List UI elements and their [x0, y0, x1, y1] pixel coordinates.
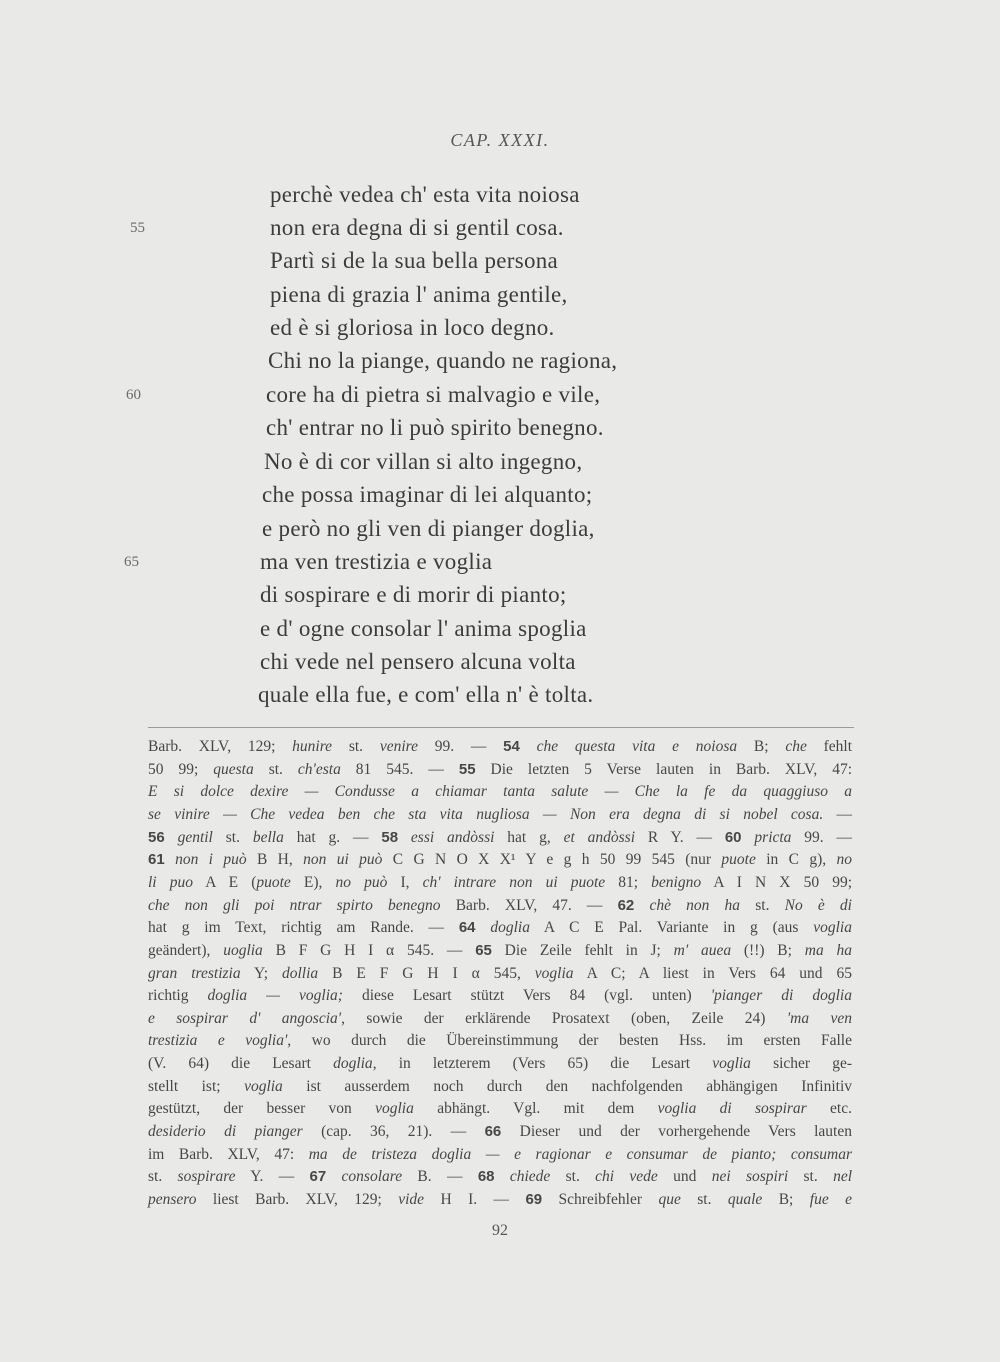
note-text: (V. 64) die Lesart [148, 1055, 334, 1072]
note-text: A E ( [192, 874, 257, 891]
note-text: A C E Pal. Variante in g (aus [529, 919, 814, 936]
variant-reading: voglia [534, 965, 574, 982]
verse-ref: 64 [458, 919, 476, 936]
variant-reading: 'ma ven [786, 1010, 852, 1027]
note-text: Y. — [235, 1168, 310, 1185]
variant-reading: pensero [148, 1191, 197, 1208]
apparatus-line [148, 1123, 852, 1141]
variant-reading: che questa vita e noiosa [536, 738, 738, 755]
apparatus-line [148, 874, 852, 892]
note-text: geändert), [148, 942, 224, 959]
variant-reading: fue e [809, 1191, 852, 1208]
variant-reading: dollia [281, 965, 319, 982]
apparatus-line [148, 1191, 852, 1209]
note-text: sicher ge- [750, 1055, 852, 1072]
note-text [495, 1168, 510, 1185]
variant-reading: voglia [712, 1055, 751, 1072]
note-text: richtig [148, 987, 208, 1004]
verse-ref: 60 [724, 829, 742, 846]
note-text: (cap. 36, 21). — [302, 1123, 485, 1140]
verse-line: non era degna di si gentil cosa. [270, 215, 564, 240]
note-text: — [823, 806, 852, 823]
note-text: st. [740, 897, 785, 914]
apparatus-line [148, 829, 852, 847]
footnote-divider [148, 727, 854, 728]
note-text: I, [387, 874, 423, 891]
note-text: B H, [246, 851, 304, 868]
variant-reading: no [836, 851, 852, 868]
variant-reading: ma de tristeza doglia — e ragionar e consumar de pianto; consumar [308, 1146, 853, 1163]
verse-line: e però no gli ven di pianger doglia, [262, 516, 595, 541]
variant-reading: m' auea [673, 942, 732, 959]
note-text: st. [332, 738, 380, 755]
note-text [398, 829, 411, 846]
note-text [476, 919, 491, 936]
note-text: Schreibfehler [542, 1191, 659, 1208]
apparatus-line [148, 783, 852, 801]
apparatus-line [148, 987, 852, 1005]
note-text: abhängt. Vgl. mit dem [413, 1100, 658, 1117]
verse-ref: 61 [148, 851, 165, 868]
note-text [520, 738, 537, 755]
variant-reading: doglia [490, 919, 530, 936]
variant-reading: vide [398, 1191, 425, 1208]
apparatus-line [148, 1078, 852, 1096]
variant-reading: No è di [784, 897, 852, 914]
variant-reading: li puo [148, 874, 193, 891]
note-text: 81; [605, 874, 652, 891]
variant-reading: puote [721, 851, 756, 868]
note-text: Die Zeile fehlt in J; [491, 942, 674, 959]
verse-line: quale ella fue, e com' ella n' è tolta. [258, 682, 594, 707]
apparatus-line [148, 1010, 852, 1028]
verse-ref: 54 [503, 738, 520, 755]
note-text: st. [550, 1168, 596, 1185]
variant-reading: trestizia e voglia' [148, 1032, 288, 1049]
note-text [326, 1168, 341, 1185]
verse-ref: 55 [458, 761, 476, 778]
note-text: A C; A liest in Vers 64 und 65 [573, 965, 852, 982]
note-text: B E F G H I α 545, [318, 965, 535, 982]
verse-ref: 66 [484, 1123, 502, 1140]
note-text: 99. — [791, 829, 853, 846]
note-text: B. — [402, 1168, 478, 1185]
variant-reading: ch' intrare non ui puote [422, 874, 606, 891]
variant-reading: voglia di sospirar [657, 1100, 807, 1117]
verse-line: No è di cor villan si alto ingegno, [264, 449, 583, 474]
note-text: hat g, [494, 829, 564, 846]
note-text: st. [680, 1191, 728, 1208]
verse-line: che possa imaginar di lei alquanto; [262, 482, 593, 507]
variant-reading: chi vede [595, 1168, 658, 1185]
variant-reading: desiderio di pianger [148, 1123, 303, 1140]
variant-reading: consolare [341, 1168, 403, 1185]
note-text: Barb. XLV, 47. — [440, 897, 618, 914]
note-text: fehlt [806, 738, 852, 755]
note-text: R Y. — [635, 829, 725, 846]
note-text: Die letzten 5 Verse lauten in Barb. XLV, 47: [475, 761, 852, 778]
variant-reading: nei sospiri [711, 1168, 789, 1185]
variant-reading: doglia — voglia; [207, 987, 343, 1004]
variant-reading: doglia [333, 1055, 373, 1072]
apparatus-line [148, 1146, 852, 1164]
variant-reading: se vinire — Che vedea ben che sta vita nugliosa — Non era degna di si nobel cosa. [148, 806, 824, 823]
variant-reading: benigno [651, 874, 702, 891]
note-text: hat g. — [283, 829, 382, 846]
note-text: st. [788, 1168, 834, 1185]
verse-ref: 68 [477, 1168, 495, 1185]
variant-reading: ch'esta [297, 761, 341, 778]
note-text [165, 829, 178, 846]
verse-ref: 67 [309, 1168, 327, 1185]
note-text: E), [290, 874, 336, 891]
variant-reading: non i può [175, 851, 247, 868]
note-text: H I. — [424, 1191, 526, 1208]
note-text: st. [212, 829, 253, 846]
note-text: A I N X 50 99; [701, 874, 852, 891]
verse-ref: 58 [381, 829, 399, 846]
note-text: liest Barb. XLV, 129; [196, 1191, 399, 1208]
verse-line: perchè vedea ch' esta vita noiosa [270, 182, 580, 207]
note-text: 81 545. — [340, 761, 459, 778]
page-number: 92 [492, 1222, 508, 1239]
verse-line: ed è si gloriosa in loco degno. [270, 315, 555, 340]
variant-reading: questa [213, 761, 254, 778]
variant-reading: gentil [177, 829, 213, 846]
line-number: 60 [126, 387, 141, 403]
note-text: diese Lesart stützt Vers 84 (vgl. unten) [342, 987, 711, 1004]
apparatus-line [148, 1168, 852, 1186]
variant-reading: sospirare [177, 1168, 236, 1185]
variant-reading: quale [727, 1191, 763, 1208]
verse-ref: 62 [617, 897, 635, 914]
apparatus-line [148, 897, 852, 915]
note-text: C G N O X X¹ Y e g h 50 99 545 (nur [382, 851, 722, 868]
note-text: st. [148, 1168, 178, 1185]
note-text: (!!) B; [731, 942, 805, 959]
apparatus-line [148, 1032, 852, 1050]
variant-reading: no può [335, 874, 388, 891]
note-text: etc. [806, 1100, 852, 1117]
note-text: Dieser und der vorhergehende Vers lauten [501, 1123, 852, 1140]
variant-reading: et andòssi [563, 829, 636, 846]
apparatus-line [148, 965, 852, 983]
note-text: und [657, 1168, 712, 1185]
variant-reading: bella [252, 829, 284, 846]
note-text: ist ausserdem noch durch den nachfolgenden abhängigen Infinitiv [282, 1078, 852, 1095]
variant-reading: non ui può [303, 851, 383, 868]
variant-reading: essi andòssi [410, 829, 495, 846]
variant-reading: que [658, 1191, 681, 1208]
variant-reading: voglia [244, 1078, 283, 1095]
apparatus-line [148, 761, 852, 779]
line-number: 55 [130, 220, 145, 236]
note-text: Y; [240, 965, 282, 982]
note-text: 99. — [417, 738, 504, 755]
note-text: im Barb. XLV, 47: [148, 1146, 309, 1163]
apparatus-line [148, 806, 852, 824]
variant-reading: 'pianger di doglia [710, 987, 852, 1004]
verse-ref: 65 [475, 942, 492, 959]
apparatus-line [148, 851, 852, 869]
note-text: , in letzterem (Vers 65) die Lesart [372, 1055, 713, 1072]
variant-reading: gran trestizia [148, 965, 241, 982]
verse-line: di sospirare e di morir di pianto; [260, 582, 567, 607]
variant-reading: ma ha [804, 942, 852, 959]
note-text: B; [762, 1191, 810, 1208]
line-number: 65 [124, 554, 139, 570]
apparatus-line [148, 1055, 852, 1073]
note-text: st. [253, 761, 298, 778]
verse-line: Chi no la piange, quando ne ragiona, [268, 348, 618, 373]
verse-line: chi vede nel pensero alcuna volta [260, 649, 576, 674]
variant-reading: hunire [292, 738, 333, 755]
variant-reading: voglia [813, 919, 852, 936]
verse-line: ch' entrar no li può spirito benegno. [266, 415, 604, 440]
verse-line: ma ven trestizia e voglia [260, 549, 493, 574]
verse-ref: 69 [525, 1191, 543, 1208]
variant-reading: E si dolce dexire — Condusse a chiamar tanta salute — Che la fe da quaggiuso a [148, 783, 852, 800]
note-text [742, 829, 755, 846]
variant-reading: che [785, 738, 807, 755]
note-text: , wo durch die Übereinstimmung der besten Hss. im ersten Falle [287, 1032, 852, 1049]
variant-reading: pricta [754, 829, 792, 846]
verse-line: core ha di pietra si malvagio e vile, [266, 382, 601, 407]
note-text: 50 99; [148, 761, 214, 778]
running-header: CAP. XXXI. [450, 130, 550, 150]
note-text: B F G H I α 545. — [262, 942, 476, 959]
variant-reading: nel [833, 1168, 853, 1185]
apparatus-line [148, 942, 852, 960]
note-text [165, 851, 175, 868]
verse-line: piena di grazia l' anima gentile, [270, 282, 568, 307]
variant-reading: uoglia [223, 942, 263, 959]
variant-reading: chiede [509, 1168, 551, 1185]
apparatus-line [148, 738, 852, 756]
note-text: in C g), [755, 851, 837, 868]
note-text: B; [737, 738, 786, 755]
apparatus-line [148, 919, 852, 937]
variant-reading: che non gli poi ntrar spirto benegno [148, 897, 441, 914]
variant-reading: chè non ha [649, 897, 741, 914]
apparatus-line [148, 1100, 852, 1118]
note-text: , sowie der erklärende Prosatext (oben, Zeile 24) [341, 1010, 787, 1027]
note-text: hat g im Text, richtig am Rande. — [148, 919, 459, 936]
note-text: stellt ist; [148, 1078, 245, 1095]
verse-line: e d' ogne consolar l' anima spoglia [260, 616, 587, 641]
variant-reading: voglia [375, 1100, 414, 1117]
variant-reading: puote [256, 874, 291, 891]
note-text [634, 897, 649, 914]
verse-ref: 56 [148, 829, 165, 846]
note-text: Barb. XLV, 129; [148, 738, 293, 755]
variant-reading: e sospirar d' angoscia' [148, 1010, 342, 1027]
variant-reading: venire [379, 738, 418, 755]
verse-line: Partì si de la sua bella persona [270, 248, 559, 273]
note-text: gestützt, der besser von [148, 1100, 376, 1117]
